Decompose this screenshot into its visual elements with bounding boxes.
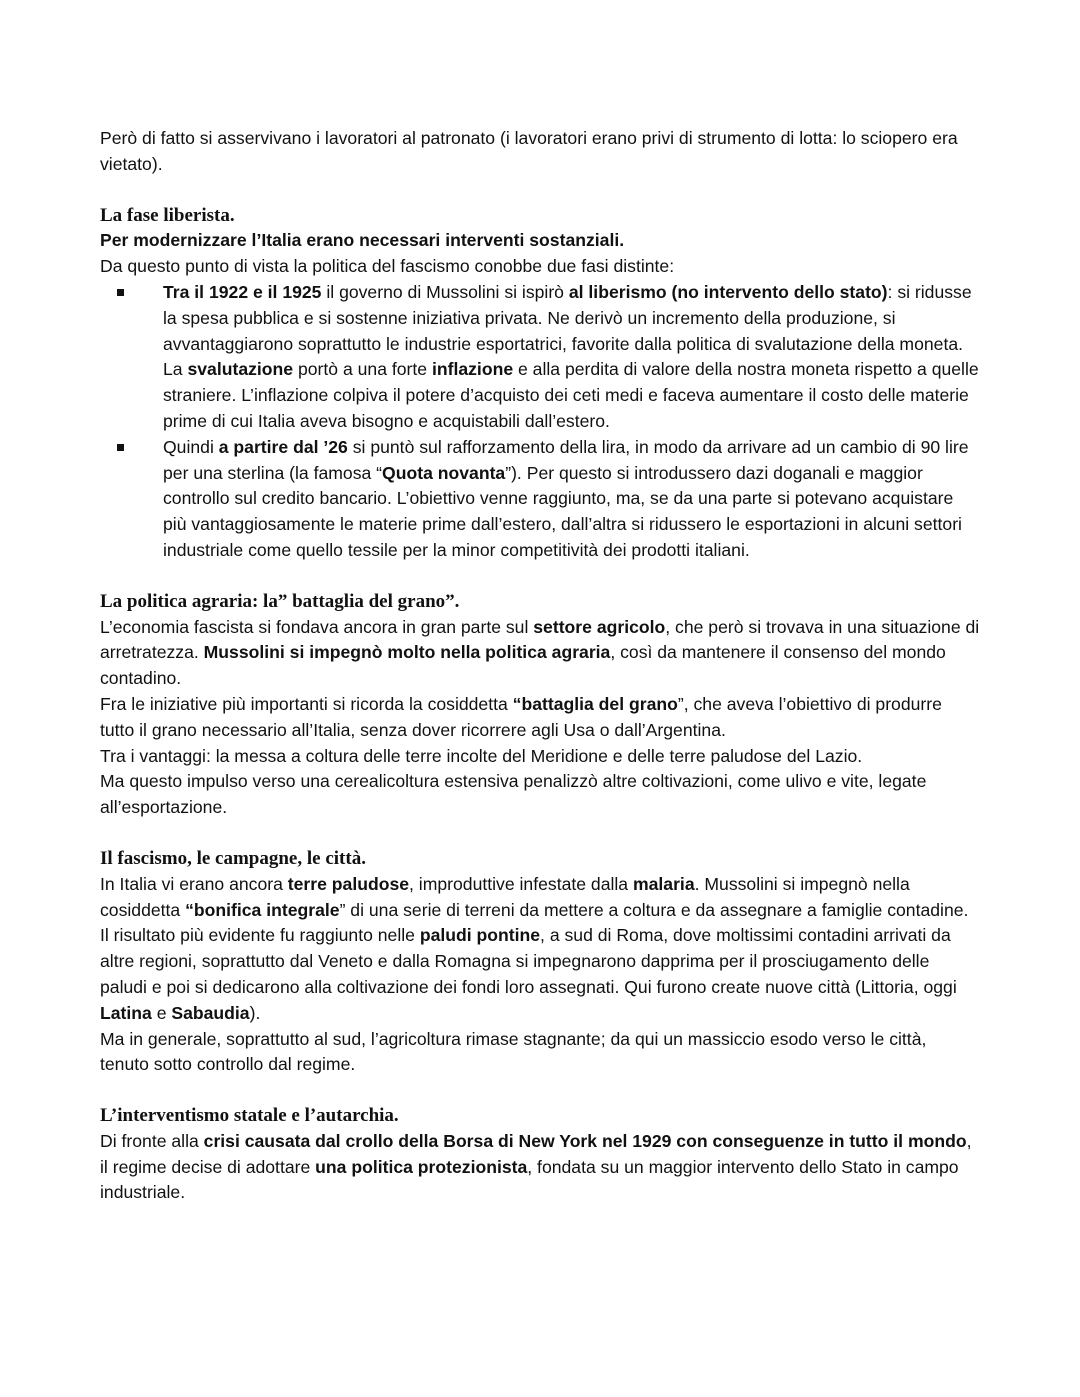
paragraph: Ma questo impulso verso una cerealicoltura estensiva penalizzò altre coltivazioni, come ulivo e vite, legate all’esportazione. (100, 771, 927, 818)
intro-paragraph: Però di fatto si asservivano i lavoratori al patronato (i lavoratori erano privi di strumento di lotta: lo sciopero era vietato). (100, 128, 958, 174)
paragraph: Tra i vantaggi: la messa a coltura delle terre incolte del Meridione e delle terre paludose del Lazio. (100, 745, 863, 766)
heading-fase-liberista: La fase liberista. (100, 204, 235, 226)
heading-autarchia: L’interventismo statale e l’autarchia. (100, 1105, 399, 1127)
paragraph: Ma in generale, soprattutto al sud, l’agricoltura rimase stagnante; da qui un massiccio esodo verso le città, tenuto sotto controllo dal regime. (100, 1028, 927, 1075)
section-campagne (100, 846, 980, 1078)
bullet-marker-icon (117, 444, 124, 451)
heading-politica-agraria: La politica agraria: la” battaglia del grano”. (100, 590, 460, 612)
paragraph: Di fronte alla crisi causata dal crollo della Borsa di New York nel 1929 con conseguenze in tutto il mondo, il regime decise di adottare una politica protezionista, fondata su un maggior intervento dello Stato in campo industriale. (100, 1130, 972, 1203)
paragraph: Il risultato più evidente fu raggiunto nelle paludi pontine, a sud di Roma, dove moltissimi contadini arrivati da altre regioni, soprattutto dal Veneto e dalla Romagna si impegnarono dapprima per il prosciugamento delle paludi e poi si dedicarono alla coltivazione dei fondi loro assegnati. Qui furono create nuove città (Littoria, oggi Latina e Sabaudia). (100, 925, 957, 1023)
section-fase-liberista (100, 203, 980, 564)
subheading-modernizzare: Per modernizzare l’Italia erano necessari interventi sostanziali. (100, 230, 625, 251)
lead-paragraph: Da questo punto di vista la politica del fascismo conobbe due fasi distinte: (100, 256, 675, 277)
bullet-list (100, 280, 980, 564)
heading-campagne: Il fascismo, le campagne, le città. (100, 847, 366, 869)
document-page (100, 126, 980, 1206)
list-item: Tra il 1922 e il 1925 il governo di Mussolini si ispirò al liberismo (no intervento dello stato): si ridusse la spesa pubblica e si sostenne iniziativa privata. Ne derivò un incremento della produzione, si avvantaggiarono soprattutto le industrie esportatrici, favorite dalla politica di svalutazione della moneta. La svalutazione portò a una forte inflazione e alla perdita di valore della nostra moneta rispetto a quelle straniere. L’inflazione colpiva il potere d’acquisto dei ceti medi e faceva aumentare il costo delle materie prime di cui Italia aveva bisogno e acquistabili dall’estero. (163, 280, 980, 435)
bullet-marker-icon (117, 289, 124, 296)
paragraph: L’economia fascista si fondava ancora in gran parte sul settore agricolo, che però si trovava in una situazione di arretratezza. Mussolini si impegnò molto nella politica agraria, così da mantenere il consenso del mondo contadino. (100, 616, 980, 689)
section-politica-agraria (100, 589, 980, 821)
paragraph: In Italia vi erano ancora terre paludose, improduttive infestate dalla malaria. Mussolini si impegnò nella cosiddetta “bonifica integrale” di una serie di terreni da mettere a coltura e da assegnare a famiglie contadine. (100, 873, 969, 920)
section-autarchia (100, 1103, 980, 1206)
paragraph: Fra le iniziative più importanti si ricorda la cosiddetta “battaglia del grano”, che aveva l’obiettivo di produrre tutto il grano necessario all’Italia, senza dover ricorrere agli Usa o dall’Argentina. (100, 693, 942, 740)
list-item: Quindi a partire dal ’26 si puntò sul rafforzamento della lira, in modo da arrivare ad un cambio di 90 lire per una sterlina (la famosa “Quota novanta”). Per questo si introdussero dazi doganali e maggior controllo sul credito bancario. L’obiettivo venne raggiunto, ma, se da una parte si potevano acquistare più vantaggiosamente le materie prime dall’estero, dall’altra si ridussero le esportazioni in alcuni settori industriale come quello tessile per la minor competitività dei prodotti italiani. (163, 435, 980, 564)
